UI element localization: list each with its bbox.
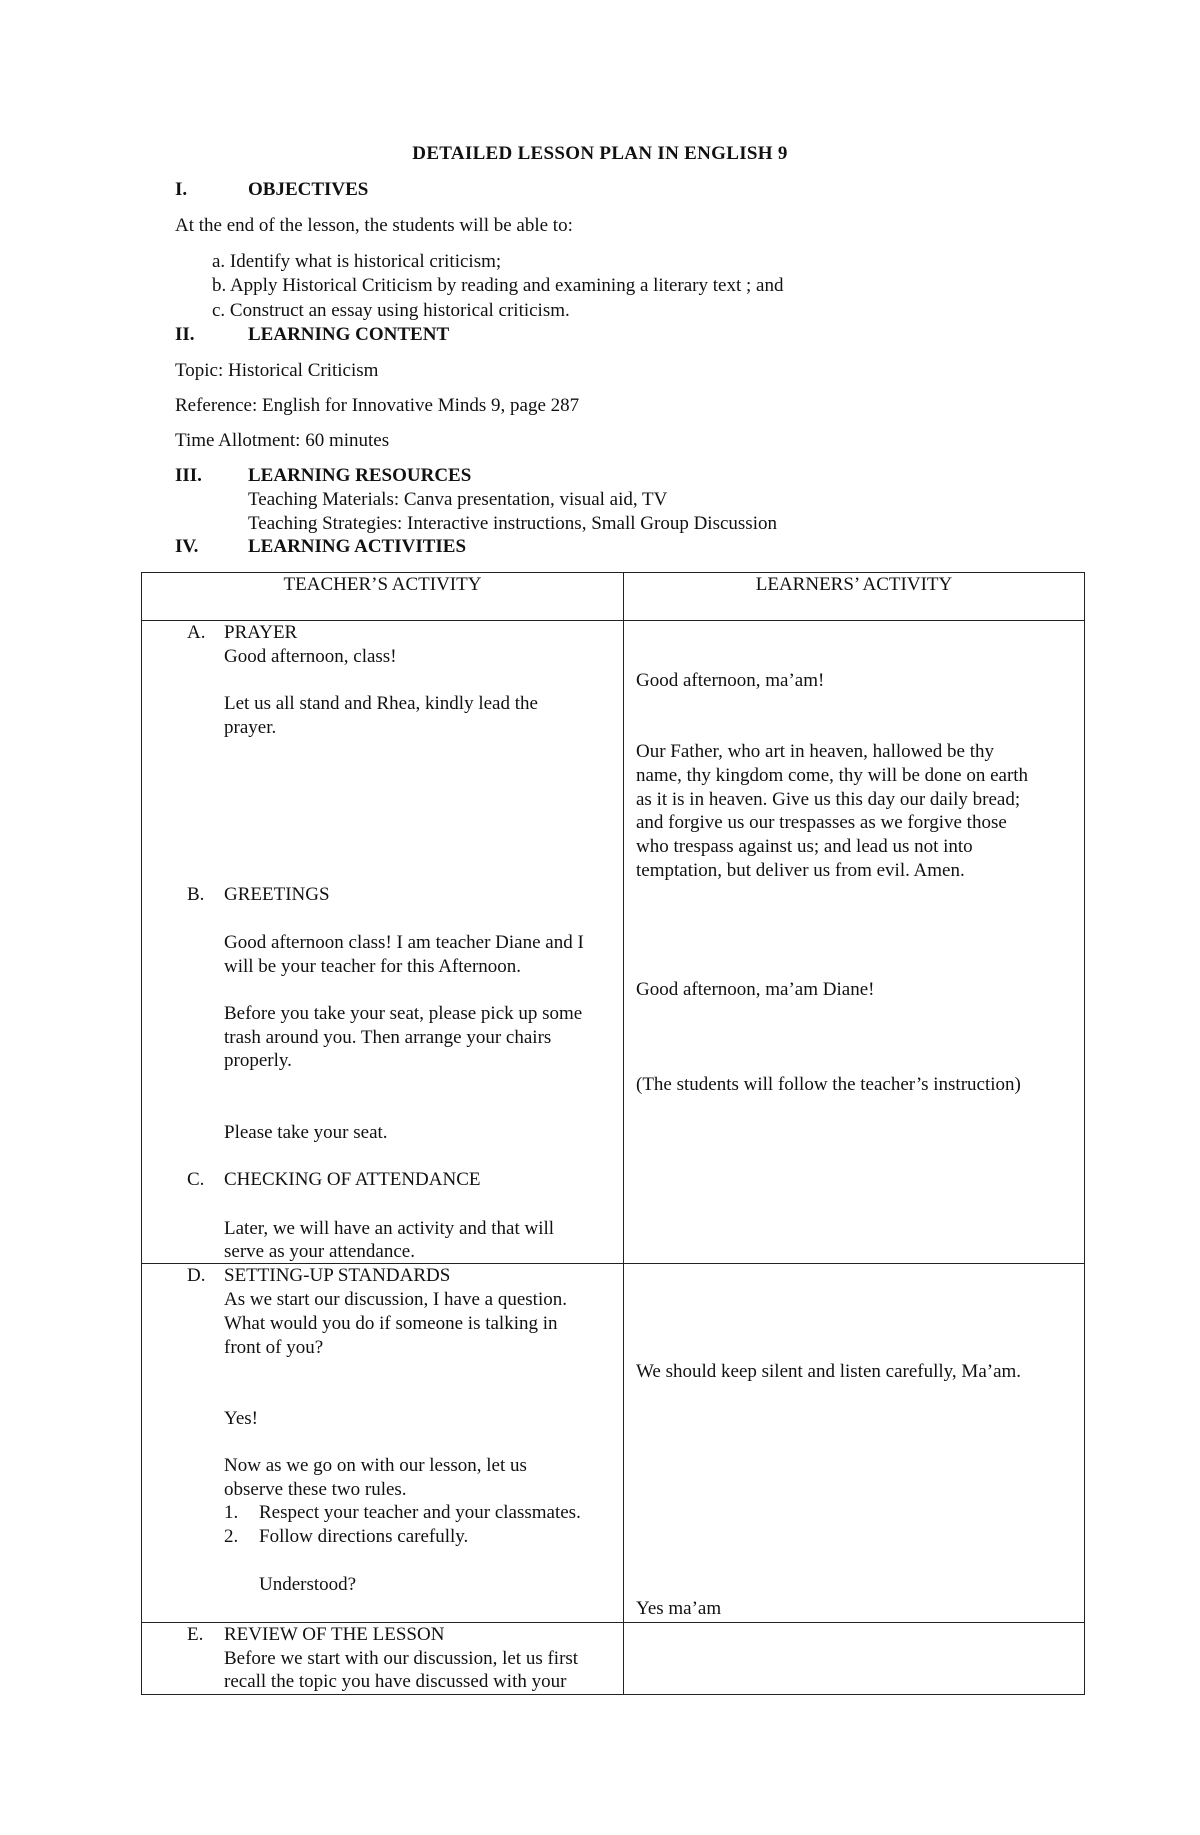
header-teacher: TEACHER’S ACTIVITY bbox=[142, 573, 624, 621]
table-row bbox=[142, 1264, 1085, 1623]
teacher-line: trash around you. Then arrange your chairs bbox=[224, 1027, 552, 1048]
item-letter: D. bbox=[187, 1265, 206, 1286]
section-number-content: II. bbox=[175, 324, 195, 345]
item-title-attendance: CHECKING OF ATTENDANCE bbox=[224, 1169, 481, 1190]
section-heading-activities: LEARNING ACTIVITIES bbox=[248, 536, 467, 557]
item-letter: B. bbox=[187, 884, 205, 905]
item-title-prayer: PRAYER bbox=[224, 622, 298, 643]
learner-cell bbox=[624, 621, 1085, 1264]
teacher-line: Before we start with our discussion, let us first bbox=[224, 1648, 579, 1669]
teacher-line: Let us all stand and Rhea, kindly lead the bbox=[224, 693, 538, 714]
learner-line: (The students will follow the teacher’s instruction) bbox=[636, 1074, 1021, 1095]
section-heading-objectives: OBJECTIVES bbox=[248, 179, 369, 200]
learner-cell bbox=[624, 1623, 1085, 1695]
item-title-review: REVIEW OF THE LESSON bbox=[224, 1624, 445, 1645]
page-title: DETAILED LESSON PLAN IN ENGLISH 9 bbox=[412, 143, 788, 164]
teacher-line: recall the topic you have discussed with your bbox=[224, 1671, 567, 1692]
activities-table bbox=[141, 572, 1085, 1695]
teacher-line: What would you do if someone is talking in bbox=[224, 1313, 558, 1334]
item-title-standards: SETTING-UP STANDARDS bbox=[224, 1265, 451, 1286]
teacher-line: As we start our discussion, I have a question. bbox=[224, 1289, 567, 1310]
teacher-line: will be your teacher for this Afternoon. bbox=[224, 956, 522, 977]
teacher-cell bbox=[142, 1264, 624, 1623]
teacher-line: serve as your attendance. bbox=[224, 1241, 415, 1262]
learner-line: Good afternoon, ma’am! bbox=[636, 670, 825, 691]
learner-line: Yes ma’am bbox=[636, 1598, 722, 1619]
prayer-line: who trespass against us; and lead us not into bbox=[636, 836, 973, 857]
content-reference: Reference: English for Innovative Minds 9, page 287 bbox=[175, 395, 580, 416]
table-row bbox=[142, 1623, 1085, 1695]
learner-line: Good afternoon, ma’am Diane! bbox=[636, 979, 875, 1000]
teacher-cell bbox=[142, 1623, 624, 1695]
teacher-line: Now as we go on with our lesson, let us bbox=[224, 1455, 527, 1476]
content-topic: Topic: Historical Criticism bbox=[175, 360, 379, 381]
teacher-line: Later, we will have an activity and that will bbox=[224, 1218, 555, 1239]
teacher-line: prayer. bbox=[224, 717, 277, 738]
table-row bbox=[142, 621, 1085, 1264]
section-number-resources: III. bbox=[175, 465, 202, 486]
header-learner: LEARNERS’ ACTIVITY bbox=[624, 573, 1085, 621]
rule-text: Respect your teacher and your classmates. bbox=[259, 1502, 581, 1523]
item-letter: E. bbox=[187, 1624, 204, 1645]
rule-number: 1. bbox=[224, 1502, 239, 1523]
teacher-line: front of you? bbox=[224, 1337, 324, 1358]
section-number-objectives: I. bbox=[175, 179, 188, 200]
rule-text: Follow directions carefully. bbox=[259, 1526, 469, 1547]
prayer-line: Our Father, who art in heaven, hallowed be thy bbox=[636, 741, 995, 762]
prayer-line: as it is in heaven. Give us this day our daily bread; bbox=[636, 789, 1021, 810]
teacher-cell bbox=[142, 621, 624, 1264]
learner-cell bbox=[624, 1264, 1085, 1623]
teacher-line: Understood? bbox=[259, 1574, 357, 1595]
resources-materials: Teaching Materials: Canva presentation, visual aid, TV bbox=[248, 489, 668, 510]
teacher-line: Before you take your seat, please pick up some bbox=[224, 1003, 583, 1024]
item-letter: C. bbox=[187, 1169, 205, 1190]
item-title-greetings: GREETINGS bbox=[224, 884, 330, 905]
resources-strategies: Teaching Strategies: Interactive instructions, Small Group Discussion bbox=[248, 513, 777, 534]
section-heading-resources: LEARNING RESOURCES bbox=[248, 465, 472, 486]
objective-item: a. Identify what is historical criticism; bbox=[212, 251, 502, 272]
learner-line: We should keep silent and listen carefully, Ma’am. bbox=[636, 1361, 1022, 1382]
prayer-line: temptation, but deliver us from evil. Amen. bbox=[636, 860, 965, 881]
section-number-activities: IV. bbox=[175, 536, 199, 557]
rule-number: 2. bbox=[224, 1526, 239, 1547]
teacher-line: Yes! bbox=[224, 1408, 258, 1429]
content-time: Time Allotment: 60 minutes bbox=[175, 430, 390, 451]
item-letter: A. bbox=[187, 622, 206, 643]
teacher-line: properly. bbox=[224, 1050, 292, 1071]
objectives-intro: At the end of the lesson, the students will be able to: bbox=[175, 215, 573, 236]
prayer-line: name, thy kingdom come, thy will be done on earth bbox=[636, 765, 1029, 786]
teacher-line: Please take your seat. bbox=[224, 1122, 388, 1143]
prayer-line: and forgive us our trespasses as we forgive those bbox=[636, 812, 1007, 833]
table-header-row bbox=[142, 573, 1085, 621]
teacher-line: Good afternoon, class! bbox=[224, 646, 397, 667]
objective-item: b. Apply Historical Criticism by reading and examining a literary text ; and bbox=[212, 275, 784, 296]
teacher-line: Good afternoon class! I am teacher Diane and I bbox=[224, 932, 584, 953]
objective-item: c. Construct an essay using historical criticism. bbox=[212, 300, 570, 321]
teacher-line: observe these two rules. bbox=[224, 1479, 407, 1500]
section-heading-content: LEARNING CONTENT bbox=[248, 324, 450, 345]
